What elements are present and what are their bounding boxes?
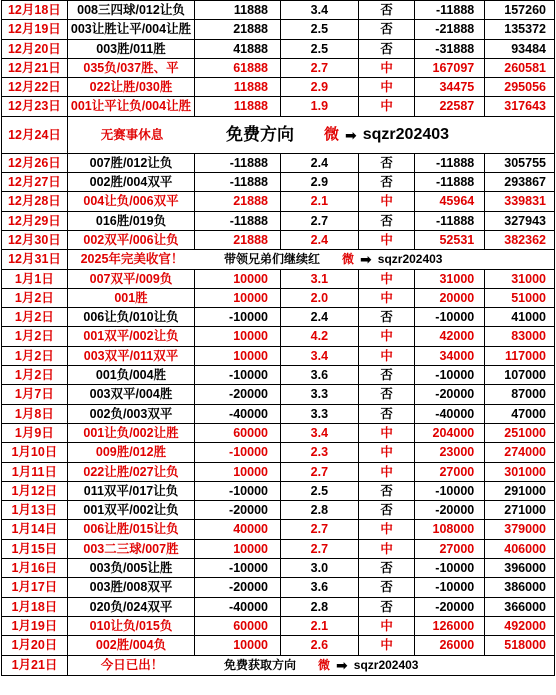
balance-cell: 327943: [504, 213, 546, 228]
balance-cell: 301000: [504, 464, 546, 479]
result-cell: 否: [359, 578, 416, 596]
profit-loss-cell: 34000: [415, 347, 485, 365]
table-row: [2, 424, 554, 443]
result-cell: 否: [359, 173, 416, 191]
stake-cell: -10000: [195, 482, 281, 500]
stake-cell: 10000: [195, 463, 281, 481]
banner-label: 无赛事休息: [100, 127, 164, 142]
date-cell: 1月9日: [2, 424, 68, 442]
table-row: [2, 154, 554, 173]
match-cell: 003双平/004胜: [68, 385, 196, 403]
date-cell: 1月20日: [2, 636, 68, 654]
stake-cell: 21888: [195, 231, 281, 249]
profit-loss-cell: -20000: [415, 501, 485, 519]
odds-cell: 2.9: [281, 173, 359, 191]
banner-label: 2025年完美收官！: [80, 252, 184, 267]
stake-cell: 11888: [195, 78, 281, 96]
result-cell: 中: [359, 636, 416, 654]
stake-cell: 40000: [195, 520, 281, 538]
profit-loss-cell: -10000: [415, 559, 485, 577]
match-cell: 002胜/004双平: [68, 173, 196, 191]
table-row: [2, 520, 554, 539]
table-row: [2, 501, 554, 520]
date-cell: 12月30日: [2, 231, 68, 249]
stake-cell: -11888: [195, 212, 281, 230]
stake-cell: -20000: [195, 578, 281, 596]
odds-cell: 2.4: [281, 231, 359, 249]
balance-cell: 271000: [504, 503, 546, 518]
result-cell: 中: [359, 327, 416, 345]
balance-cell: 260581: [504, 60, 546, 75]
match-cell: 003二三球/007胜: [68, 540, 196, 558]
table-row: [2, 578, 554, 597]
wechat-handle: sqzr202403: [353, 658, 419, 673]
profit-loss-cell: 204000: [415, 424, 485, 442]
result-cell: 中: [359, 443, 416, 461]
date-cell: 1月15日: [2, 540, 68, 558]
table-row: [2, 97, 554, 116]
profit-loss-cell: 23000: [415, 443, 485, 461]
wechat-icon: 微: [342, 252, 355, 267]
match-cell: 003让胜让平/004让胜: [68, 20, 196, 38]
profit-loss-cell: 31000: [415, 270, 485, 288]
stake-cell: -11888: [195, 173, 281, 191]
balance-cell: 396000: [504, 561, 546, 576]
odds-cell: 2.5: [281, 482, 359, 500]
match-cell: 001双平/002让负: [68, 327, 196, 345]
banner-text: 免费方向: [226, 124, 294, 144]
stake-cell: 10000: [195, 289, 281, 307]
balance-cell: 382362: [504, 232, 546, 247]
balance-cell: 339831: [504, 194, 546, 209]
result-cell: 否: [359, 501, 416, 519]
result-cell: 否: [359, 1, 416, 19]
balance-cell: 87000: [511, 387, 546, 402]
profit-loss-cell: 22587: [415, 97, 485, 115]
match-cell: 001负/004胜: [68, 366, 196, 384]
date-cell: 1月19日: [2, 617, 68, 635]
odds-cell: 2.1: [281, 192, 359, 210]
wechat-handle: sqzr202403: [377, 252, 443, 267]
profit-loss-cell: -10000: [415, 578, 485, 596]
date-cell: 12月20日: [2, 40, 68, 58]
result-cell: 中: [359, 289, 416, 307]
result-cell: 中: [359, 97, 416, 115]
match-cell: 020负/024双平: [68, 598, 196, 616]
match-cell: 001胜: [68, 289, 196, 307]
result-cell: 否: [359, 154, 416, 172]
result-cell: 中: [359, 520, 416, 538]
odds-cell: 2.4: [281, 154, 359, 172]
banner-text: 带领兄弟们继续红: [224, 252, 321, 267]
balance-cell: 83000: [511, 329, 546, 344]
stake-cell: 41888: [195, 40, 281, 58]
date-cell: 1月14日: [2, 520, 68, 538]
odds-cell: 3.3: [281, 385, 359, 403]
banner-label: 今日已出！: [100, 658, 164, 673]
odds-cell: 3.4: [281, 1, 359, 19]
result-cell: 否: [359, 212, 416, 230]
result-cell: 中: [359, 78, 416, 96]
balance-cell: 295056: [504, 80, 546, 95]
odds-cell: 3.0: [281, 559, 359, 577]
balance-cell: 291000: [504, 483, 546, 498]
stake-cell: 61888: [195, 59, 281, 77]
date-cell: 1月11日: [2, 463, 68, 481]
date-cell: 1月10日: [2, 443, 68, 461]
table-row: [2, 636, 554, 655]
odds-cell: 3.6: [281, 578, 359, 596]
table-row: [2, 463, 554, 482]
match-cell: 002胜/004负: [68, 636, 196, 654]
result-cell: 否: [359, 559, 416, 577]
match-cell: 035负/037胜、平: [68, 59, 196, 77]
stake-cell: 21888: [195, 192, 281, 210]
profit-loss-cell: -10000: [415, 482, 485, 500]
result-cell: 中: [359, 424, 416, 442]
date-cell: 12月18日: [2, 1, 68, 19]
betting-record-table: [1, 0, 555, 676]
profit-loss-cell: -20000: [415, 598, 485, 616]
match-cell: 011双平/017让负: [68, 482, 196, 500]
match-cell: 001双平/002让负: [68, 501, 196, 519]
odds-cell: 2.0: [281, 289, 359, 307]
date-cell: 1月2日: [2, 327, 68, 345]
result-cell: 中: [359, 192, 416, 210]
balance-cell: 157260: [504, 3, 546, 17]
balance-cell: 251000: [504, 425, 546, 440]
match-cell: 003负/005让胜: [68, 559, 196, 577]
stake-cell: -11888: [195, 154, 281, 172]
match-cell: 016胜/019负: [68, 212, 196, 230]
match-cell: 006让胜/015让负: [68, 520, 196, 538]
stake-cell: 60000: [195, 424, 281, 442]
odds-cell: 3.4: [281, 424, 359, 442]
table-row: [2, 559, 554, 578]
stake-cell: 11888: [195, 1, 281, 19]
profit-loss-cell: 42000: [415, 327, 485, 345]
odds-cell: 2.5: [281, 40, 359, 58]
result-cell: 否: [359, 598, 416, 616]
profit-loss-cell: -40000: [415, 405, 485, 423]
result-cell: 中: [359, 59, 416, 77]
profit-loss-cell: -20000: [415, 385, 485, 403]
stake-cell: -20000: [195, 385, 281, 403]
date-cell: 1月2日: [2, 347, 68, 365]
stake-cell: 10000: [195, 540, 281, 558]
balance-cell: 107000: [504, 368, 546, 383]
result-cell: 否: [359, 20, 416, 38]
match-cell: 002负/003双平: [68, 405, 196, 423]
match-cell: 002双平/006让负: [68, 231, 196, 249]
table-row: [2, 366, 554, 385]
table-row: [2, 598, 554, 617]
balance-cell: 117000: [504, 348, 546, 363]
stake-cell: 10000: [195, 636, 281, 654]
table-row: [2, 617, 554, 636]
odds-cell: 2.7: [281, 520, 359, 538]
table-row: [2, 173, 554, 192]
date-cell: 1月7日: [2, 385, 68, 403]
arrow-right-icon: ➡: [360, 251, 372, 268]
banner-row: [2, 117, 554, 154]
result-cell: 否: [359, 308, 416, 326]
profit-loss-cell: -10000: [415, 366, 485, 384]
balance-cell: 518000: [504, 638, 546, 653]
date-cell: 1月2日: [2, 308, 68, 326]
result-cell: 否: [359, 40, 416, 58]
profit-loss-cell: -11888: [415, 1, 485, 19]
odds-cell: 3.6: [281, 366, 359, 384]
date-cell: 1月2日: [2, 289, 68, 307]
profit-loss-cell: 20000: [415, 289, 485, 307]
balance-cell: 31000: [511, 271, 546, 286]
profit-loss-cell: 27000: [415, 540, 485, 558]
table-row: [2, 78, 554, 97]
match-cell: 009胜/012胜: [68, 443, 196, 461]
stake-cell: -40000: [195, 405, 281, 423]
result-cell: 中: [359, 463, 416, 481]
date-cell: 12月22日: [2, 78, 68, 96]
date-cell: 1月21日: [2, 656, 68, 675]
banner-text: 免费获取方向: [224, 658, 297, 673]
odds-cell: 2.7: [281, 212, 359, 230]
banner-cell: [68, 117, 488, 153]
odds-cell: 2.6: [281, 636, 359, 654]
arrow-right-icon: ➡: [336, 657, 348, 674]
match-cell: 001让平让负/004让胜: [68, 97, 196, 115]
match-cell: 022让胜/030胜: [68, 78, 196, 96]
date-cell: 1月12日: [2, 482, 68, 500]
match-cell: 010让负/015负: [68, 617, 196, 635]
profit-loss-cell: -11888: [415, 154, 485, 172]
table-row: [2, 405, 554, 424]
stake-cell: -40000: [195, 598, 281, 616]
date-cell: 1月2日: [2, 366, 68, 384]
profit-loss-cell: -31888: [415, 40, 485, 58]
date-cell: 12月31日: [2, 250, 68, 268]
date-cell: 12月29日: [2, 212, 68, 230]
odds-cell: 2.8: [281, 598, 359, 616]
date-cell: 12月23日: [2, 97, 68, 115]
balance-cell: 274000: [504, 445, 546, 460]
result-cell: 否: [359, 405, 416, 423]
wechat-icon: 微: [318, 658, 331, 673]
balance-cell: 51000: [511, 290, 546, 305]
wechat-handle: sqzr202403: [362, 125, 450, 143]
date-cell: 12月28日: [2, 192, 68, 210]
balance-cell: 492000: [504, 618, 546, 633]
profit-loss-cell: 26000: [415, 636, 485, 654]
result-cell: 否: [359, 482, 416, 500]
profit-loss-cell: 27000: [415, 463, 485, 481]
match-cell: 003胜/008双平: [68, 578, 196, 596]
match-cell: 008三四球/012让负: [68, 1, 196, 19]
match-cell: 003胜/011胜: [68, 40, 196, 58]
odds-cell: 3.1: [281, 270, 359, 288]
odds-cell: 2.7: [281, 463, 359, 481]
arrow-right-icon: ➡: [345, 126, 357, 143]
wechat-icon: 微: [324, 125, 340, 143]
result-cell: 中: [359, 347, 416, 365]
date-cell: 12月24日: [2, 117, 68, 153]
profit-loss-cell: -11888: [415, 212, 485, 230]
stake-cell: -10000: [195, 366, 281, 384]
balance-cell: 93484: [511, 41, 546, 56]
banner-row: [2, 656, 554, 675]
stake-cell: 11888: [195, 97, 281, 115]
table-row: [2, 212, 554, 231]
odds-cell: 2.7: [281, 59, 359, 77]
stake-cell: -10000: [195, 443, 281, 461]
stake-cell: -10000: [195, 559, 281, 577]
date-cell: 1月1日: [2, 270, 68, 288]
odds-cell: 2.9: [281, 78, 359, 96]
stake-cell: 10000: [195, 327, 281, 345]
match-cell: 003双平/011双平: [68, 347, 196, 365]
balance-cell: 366000: [504, 599, 546, 614]
profit-loss-cell: 126000: [415, 617, 485, 635]
balance-cell: 379000: [504, 522, 546, 537]
profit-loss-cell: -21888: [415, 20, 485, 38]
result-cell: 中: [359, 540, 416, 558]
table-row: [2, 1, 554, 20]
date-cell: 12月27日: [2, 173, 68, 191]
balance-cell: 135372: [504, 22, 546, 37]
table-row: [2, 385, 554, 404]
odds-cell: 3.4: [281, 347, 359, 365]
date-cell: 1月18日: [2, 598, 68, 616]
banner-cell: [68, 250, 488, 268]
date-cell: 1月13日: [2, 501, 68, 519]
table-row: [2, 308, 554, 327]
profit-loss-cell: 52531: [415, 231, 485, 249]
table-row: [2, 59, 554, 78]
date-cell: 12月19日: [2, 20, 68, 38]
profit-loss-cell: 34475: [415, 78, 485, 96]
balance-cell: 41000: [511, 310, 546, 325]
balance-cell: 305755: [504, 155, 546, 170]
stake-cell: 10000: [195, 347, 281, 365]
odds-cell: 3.3: [281, 405, 359, 423]
stake-cell: 21888: [195, 20, 281, 38]
result-cell: 中: [359, 617, 416, 635]
balance-cell: 386000: [504, 580, 546, 595]
table-row: [2, 20, 554, 39]
profit-loss-cell: 45964: [415, 192, 485, 210]
odds-cell: 2.4: [281, 308, 359, 326]
odds-cell: 2.3: [281, 443, 359, 461]
result-cell: 否: [359, 385, 416, 403]
balance-cell: 406000: [504, 541, 546, 556]
date-cell: 1月8日: [2, 405, 68, 423]
table-row: [2, 270, 554, 289]
odds-cell: 2.7: [281, 540, 359, 558]
profit-loss-cell: -10000: [415, 308, 485, 326]
stake-cell: 60000: [195, 617, 281, 635]
table-row: [2, 443, 554, 462]
odds-cell: 4.2: [281, 327, 359, 345]
result-cell: 中: [359, 231, 416, 249]
table-row: [2, 482, 554, 501]
date-cell: 12月21日: [2, 59, 68, 77]
table-row: [2, 192, 554, 211]
table-row: [2, 327, 554, 346]
banner-cell: [68, 656, 488, 675]
balance-cell: 293867: [504, 175, 546, 190]
table-row: [2, 289, 554, 308]
stake-cell: -10000: [195, 308, 281, 326]
match-cell: 004让负/006双平: [68, 192, 196, 210]
result-cell: 否: [359, 366, 416, 384]
balance-cell: 317643: [504, 99, 546, 114]
stake-cell: -20000: [195, 501, 281, 519]
balance-cell: 47000: [511, 406, 546, 421]
profit-loss-cell: 108000: [415, 520, 485, 538]
stake-cell: 10000: [195, 270, 281, 288]
match-cell: 007胜/012让负: [68, 154, 196, 172]
odds-cell: 1.9: [281, 97, 359, 115]
profit-loss-cell: 167097: [415, 59, 485, 77]
table-row: [2, 231, 554, 250]
result-cell: 中: [359, 270, 416, 288]
date-cell: 12月26日: [2, 154, 68, 172]
odds-cell: 2.5: [281, 20, 359, 38]
table-row: [2, 540, 554, 559]
table-row: [2, 347, 554, 366]
match-cell: 007双平/009负: [68, 270, 196, 288]
table-row: [2, 40, 554, 59]
odds-cell: 2.8: [281, 501, 359, 519]
profit-loss-cell: -11888: [415, 173, 485, 191]
odds-cell: 2.1: [281, 617, 359, 635]
date-cell: 1月16日: [2, 559, 68, 577]
date-cell: 1月17日: [2, 578, 68, 596]
banner-row: [2, 250, 554, 269]
match-cell: 001让负/002让胜: [68, 424, 196, 442]
match-cell: 006让负/010让负: [68, 308, 196, 326]
match-cell: 022让胜/027让负: [68, 463, 196, 481]
